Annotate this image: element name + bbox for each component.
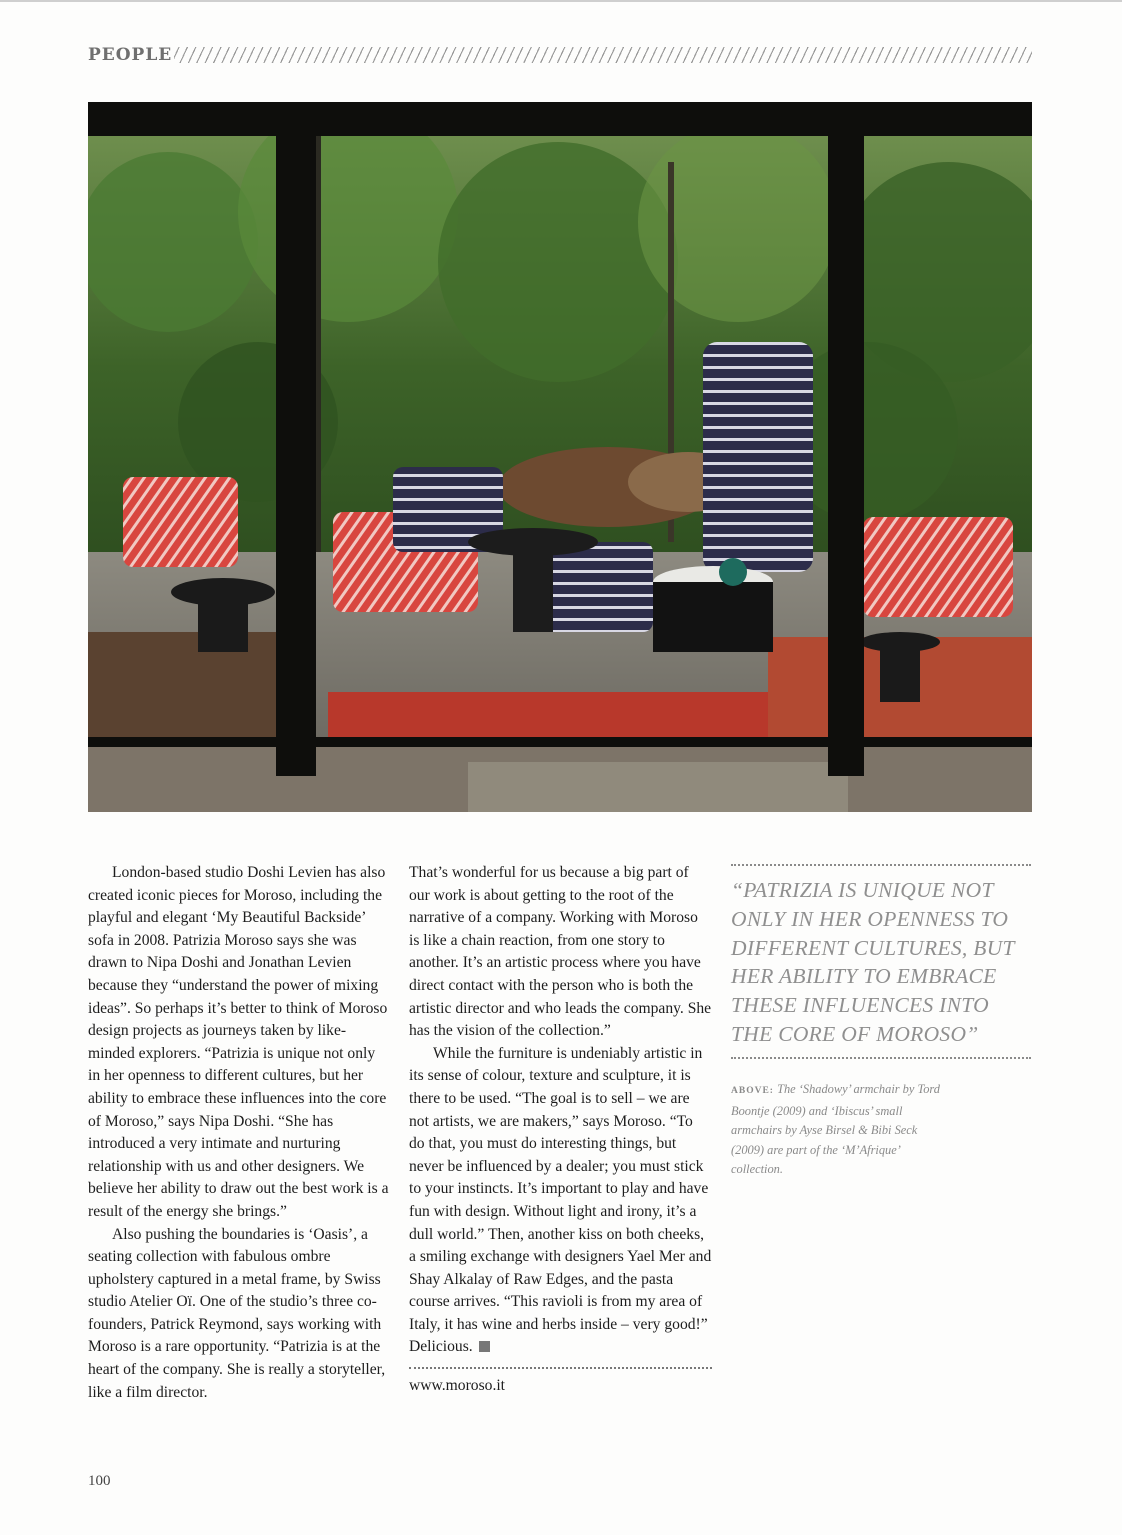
- paragraph-with-end-mark: [409, 1043, 712, 1359]
- feature-photo: [88, 102, 1032, 812]
- paragraph: That’s wonderful for us because a big part of our work is about getting to the root of the narrative of a company. Working with Moroso is like a chain reaction, from one story to another. It’s an artistic process where you have direct contact with the person who is both the artistic director and who leads the company. She has the vision of the collection.”: [409, 864, 712, 1040]
- page-number: 100: [88, 1473, 111, 1489]
- photo-caption: [731, 1080, 946, 1180]
- paragraph: Also pushing the boundaries is ‘Oasis’, a seating collection with fabulous ombre upholstery captured in a metal frame, by Swiss studio Atelier Oï. One of the studio’s three co-founders, Patrick Reymond, says working with Moroso is a rare opportunity. “Patrizia is at the heart of the company. She is really a storyteller, like a film director.: [88, 1225, 386, 1401]
- section-header: [88, 44, 1032, 66]
- caption-label: ABOVE:: [731, 1086, 774, 1096]
- pull-quote-text: “PATRIZIA IS UNIQUE NOT ONLY IN HER OPENNESS TO DIFFERENT CULTURES, BUT HER ABILITY TO EMBRACE THESE INFLUENCES INTO THE CORE OF MOROSO”: [731, 878, 1015, 1046]
- website-link[interactable]: www.moroso.it: [409, 1377, 506, 1395]
- top-rule: [0, 0, 1122, 2]
- body-column-1: [88, 862, 390, 1404]
- outdoor-furniture-photo-icon: [88, 102, 1032, 812]
- paragraph-text: While the furniture is undeniably artistic in its sense of colour, texture and sculpture, it is there to be used. “The goal is to sell – we are not artists, we are makers,” says Moroso. “To do that, you must do interesting things, but never be influenced by a dealer; you must stick to your instincts. It’s important to play and have fun with design. Without light and irony, it’s a dull world.” Then, another kiss on both cheeks, a smiling exchange with designers Yael Mer and Shay Alkalay of Raw Edges, and the pasta course arrives. “This ravioli is from my area of Italy, it has wine and herbs inside – very good!” Delicious.: [409, 1044, 712, 1356]
- header-slash-rule: [174, 47, 1032, 63]
- paragraph: London-based studio Doshi Levien has also created iconic pieces for Moroso, including the playful and elegant ‘My Beautiful Backside’ sofa in 2008. Patrizia Moroso says she was drawn to Nipa Doshi and Jonathan Levien because they “understand the power of mixing ideas”. So perhaps it’s better to think of Moroso design projects as journeys taken by like-minded explorers. “Patrizia is unique not only in her openness to different cultures, but her ability to embrace these influences into the core of Moroso,” says Nipa Doshi. “She has introduced a very intimate and nurturing relationship with us and other designers. We believe her ability to draw out the best work is a result of the energy she brings.”: [88, 864, 389, 1220]
- caption-text: The ‘Shadowy’ armchair by Tord Boontje (2009) and ‘Ibiscus’ small armchairs by Ayse Birsel & Bibi Seck (2009) are part of the ‘M’Afrique’ collection.: [731, 1082, 940, 1177]
- end-mark-icon: [479, 1341, 490, 1352]
- pull-quote: [731, 864, 1031, 1059]
- url-block: [409, 1367, 712, 1398]
- body-column-2: [409, 862, 712, 1398]
- section-label: PEOPLE: [88, 45, 173, 65]
